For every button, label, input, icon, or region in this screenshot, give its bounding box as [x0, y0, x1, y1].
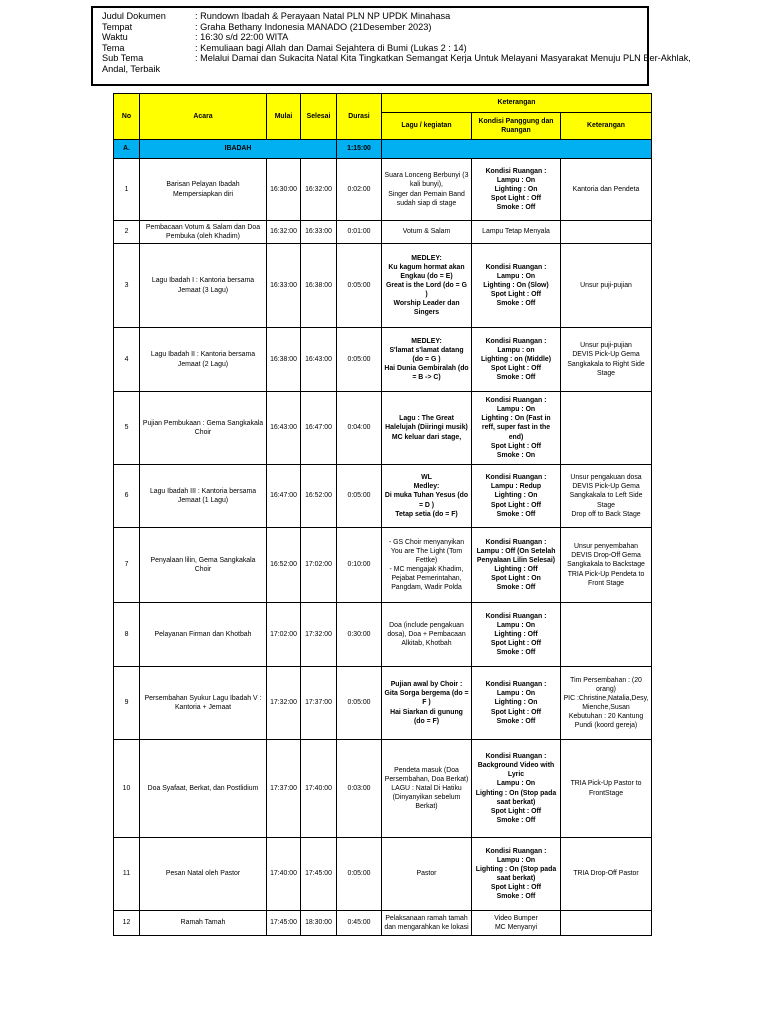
row-lagu: MEDLEY: Ku kagum hormat akan Engkau (do = E) Great is the Lord (do = G ) Worship Leader dan Singers: [382, 244, 472, 328]
row-kondisi: Kondisi Ruangan : Lampu : On Lighting : On (Stop pada saat berkat) Spot Light : Off Smoke : Off: [472, 838, 561, 911]
row-selesai: 17:45:00: [301, 838, 337, 911]
row-durasi: 0:02:00: [337, 159, 382, 221]
row-keterangan: Unsur puji-pujian DEVIS Pick-Up Gema Sangkakala to Right Side Stage: [561, 328, 652, 392]
row-mulai: 17:40:00: [267, 838, 301, 911]
row-lagu: Votum & Salam: [382, 221, 472, 244]
row-kondisi: Lampu Tetap Menyala: [472, 221, 561, 244]
col-header-no: No: [114, 94, 140, 140]
row-kondisi: Kondisi Ruangan : Background Video with Lyric Lampu : On Lighting : On (Stop pada saat berkat) Spot Light : Off Smoke : Off: [472, 740, 561, 838]
row-no: 3: [114, 244, 140, 328]
row-keterangan: Kantoria dan Pendeta: [561, 159, 652, 221]
row-kondisi: Kondisi Ruangan : Lampu : On Lighting : On Spot Light : Off Smoke : Off: [472, 159, 561, 221]
table-row: [114, 465, 652, 528]
header-field-waktu: Waktu : 16:30 s/d 22:00 WITA: [102, 32, 289, 43]
row-selesai: 17:40:00: [301, 740, 337, 838]
section-blank: [382, 140, 652, 159]
row-acara: Pelayanan Firman dan Khotbah: [140, 603, 267, 667]
table-row: [114, 244, 652, 328]
row-acara: Lagu Ibadah II : Kantoria bersama Jemaat (2 Lagu): [140, 328, 267, 392]
row-mulai: 16:52:00: [267, 528, 301, 603]
row-acara: Pesan Natal oleh Pastor: [140, 838, 267, 911]
row-selesai: 17:37:00: [301, 667, 337, 740]
row-lagu: Doa (include pengakuan dosa), Doa + Pembacaan Alkitab, Khotbah: [382, 603, 472, 667]
table-row: [114, 603, 652, 667]
row-selesai: 16:43:00: [301, 328, 337, 392]
row-durasi: 0:45:00: [337, 911, 382, 936]
row-no: 8: [114, 603, 140, 667]
row-durasi: 0:30:00: [337, 603, 382, 667]
row-kondisi: Video Bumper MC Menyanyi: [472, 911, 561, 936]
row-acara: Persembahan Syukur Lagu Ibadah V : Kantoria + Jemaat: [140, 667, 267, 740]
table-row: [114, 221, 652, 244]
header-field-tempat: Tempat : Graha Bethany Indonesia MANADO (21Desember 2023): [102, 21, 432, 32]
row-lagu: - GS Choir menyanyikan You are The Light (Tom Fettke) - MC mengajak Khadim, Pejabat Pemerintahan, Pangdam, Wadir Polda: [382, 528, 472, 603]
row-kondisi: Kondisi Ruangan : Lampu : Off (On Setelah Penyalaan Lilin Selesai) Lighting : Off Spot Light : On Smoke : Off: [472, 528, 561, 603]
row-durasi: 0:05:00: [337, 667, 382, 740]
row-durasi: 0:01:00: [337, 221, 382, 244]
row-no: 9: [114, 667, 140, 740]
row-keterangan: [561, 911, 652, 936]
row-mulai: 16:30:00: [267, 159, 301, 221]
row-lagu: Suara Lonceng Berbunyi (3 kali bunyi), Singer dan Pemain Band sudah siap di stage: [382, 159, 472, 221]
row-mulai: 16:43:00: [267, 392, 301, 465]
row-lagu: Pastor: [382, 838, 472, 911]
row-lagu: Pujian awal by Choir : Gita Sorga bergema (do = F ) Hai Siarkan di gunung (do = F): [382, 667, 472, 740]
table-row: [114, 667, 652, 740]
row-no: 2: [114, 221, 140, 244]
col-header-keterangan: Keterangan: [561, 113, 652, 140]
row-durasi: 0:04:00: [337, 392, 382, 465]
row-keterangan: Unsur pengakuan dosa DEVIS Pick-Up Gema Sangkakala to Left Side Stage Drop off to Back Stage: [561, 465, 652, 528]
row-kondisi: Kondisi Ruangan : Lampu : Redup Lighting : On Spot Light : Off Smoke : Off: [472, 465, 561, 528]
row-lagu: Pendeta masuk (Doa Persembahan, Doa Berkat) LAGU : Natal Di Hatiku (Dinyanyikan sebelum Berkat): [382, 740, 472, 838]
row-acara: Lagu Ibadah I : Kantoria bersama Jemaat (3 Lagu): [140, 244, 267, 328]
col-header-mulai: Mulai: [267, 94, 301, 140]
row-keterangan: [561, 603, 652, 667]
row-no: 4: [114, 328, 140, 392]
row-selesai: 16:33:00: [301, 221, 337, 244]
table-row: [114, 159, 652, 221]
row-kondisi: Kondisi Ruangan : Lampu : On Lighting : On (Slow) Spot Light : Off Smoke : Off: [472, 244, 561, 328]
row-durasi: 0:10:00: [337, 528, 382, 603]
row-kondisi: Kondisi Ruangan : Lampu : On Lighting : On (Fast in reff, super fast in the end) Spot Light : Off Smoke : On: [472, 392, 561, 465]
col-header-selesai: Selesai: [301, 94, 337, 140]
row-acara: Pembacaan Votum & Salam dan Doa Pembuka (oleh Khadim): [140, 221, 267, 244]
row-kondisi: Kondisi Ruangan : Lampu : On Lighting : Off Spot Light : Off Smoke : Off: [472, 603, 561, 667]
col-header-keterangan-group: Keterangan: [382, 94, 652, 113]
document-header: [91, 6, 691, 86]
row-keterangan: TRIA Drop-Off Pastor: [561, 838, 652, 911]
row-keterangan: TRIA Pick-Up Pastor to FrontStage: [561, 740, 652, 838]
row-mulai: 17:02:00: [267, 603, 301, 667]
rundown-table: [113, 93, 652, 936]
row-acara: Pujian Pembukaan : Gema Sangkakala Choir: [140, 392, 267, 465]
row-durasi: 0:05:00: [337, 838, 382, 911]
row-no: 11: [114, 838, 140, 911]
row-mulai: 17:32:00: [267, 667, 301, 740]
header-field-subtema: Sub Tema : Melalui Damai dan Sukacita Natal Kita Tingkatkan Semangat Kerja Untuk Melayani Masyarakat Menuju PLN Ber-Akhlak,: [102, 53, 691, 64]
row-selesai: 16:38:00: [301, 244, 337, 328]
row-acara: Doa Syafaat, Berkat, dan Postlidium: [140, 740, 267, 838]
table-header-row: [114, 94, 652, 113]
row-mulai: 17:45:00: [267, 911, 301, 936]
row-no: 6: [114, 465, 140, 528]
row-selesai: 17:02:00: [301, 528, 337, 603]
header-subtema-continuation: Andal, Terbaik: [102, 64, 161, 74]
row-selesai: 16:32:00: [301, 159, 337, 221]
row-keterangan: Tim Persembahan : (20 orang) PIC :Christine,Natalia,Desy, Mienche,Susan Kebutuhan : 20 Kantung Pundi (koord gereja): [561, 667, 652, 740]
row-lagu: WL Medley: Di muka Tuhan Yesus (do = D ) Tetap setia (do = F): [382, 465, 472, 528]
col-header-lagu: Lagu / kegiatan: [382, 113, 472, 140]
table-row: [114, 328, 652, 392]
row-keterangan: Unsur puji-pujian: [561, 244, 652, 328]
row-lagu: Lagu : The Great Halelujah (Diiringi musik) MC keluar dari stage,: [382, 392, 472, 465]
table-row: [114, 392, 652, 465]
row-no: 10: [114, 740, 140, 838]
col-header-kondisi: Kondisi Panggung dan Ruangan: [472, 113, 561, 140]
row-no: 5: [114, 392, 140, 465]
row-mulai: 16:32:00: [267, 221, 301, 244]
row-acara: Ramah Tamah: [140, 911, 267, 936]
row-mulai: 17:37:00: [267, 740, 301, 838]
row-kondisi: Kondisi Ruangan : Lampu : On Lighting : On Spot Light : Off Smoke : Off: [472, 667, 561, 740]
row-lagu: MEDLEY: S'lamat s'lamat datang (do = G ) Hai Dunia Gembiralah (do = B -> C): [382, 328, 472, 392]
table-row: [114, 838, 652, 911]
row-mulai: 16:47:00: [267, 465, 301, 528]
row-keterangan: [561, 392, 652, 465]
row-lagu: Pelaksanaan ramah tamah dan mengarahkan ke lokasi: [382, 911, 472, 936]
row-no: 1: [114, 159, 140, 221]
row-durasi: 0:05:00: [337, 465, 382, 528]
row-no: 12: [114, 911, 140, 936]
section-code: A.: [114, 140, 140, 159]
section-name: IBADAH: [140, 140, 337, 159]
col-header-durasi: Durasi: [337, 94, 382, 140]
row-acara: Penyalaan lilin, Gema Sangkakala Choir: [140, 528, 267, 603]
row-durasi: 0:03:00: [337, 740, 382, 838]
row-selesai: 16:52:00: [301, 465, 337, 528]
header-field-tema: Tema : Kemuliaan bagi Allah dan Damai Sejahtera di Bumi (Lukas 2 : 14): [102, 42, 467, 53]
row-no: 7: [114, 528, 140, 603]
row-selesai: 16:47:00: [301, 392, 337, 465]
row-mulai: 16:33:00: [267, 244, 301, 328]
table-row: [114, 740, 652, 838]
row-acara: Barisan Pelayan Ibadah Mempersiapkan diri: [140, 159, 267, 221]
row-keterangan: [561, 221, 652, 244]
table-row: [114, 528, 652, 603]
row-durasi: 0:05:00: [337, 244, 382, 328]
row-selesai: 18:30:00: [301, 911, 337, 936]
col-header-acara: Acara: [140, 94, 267, 140]
row-keterangan: Unsur penyembahan DEVIS Drop-Off Gema Sangkakala to Backstage TRIA Pick-Up Pendeta to Front Stage: [561, 528, 652, 603]
header-field-judul: Judul Dokumen : Rundown Ibadah & Perayaan Natal PLN NP UPDK Minahasa: [102, 11, 451, 21]
row-durasi: 0:05:00: [337, 328, 382, 392]
row-kondisi: Kondisi Ruangan : Lampu : on Lighting : on (Middle) Spot Light : Off Smoke : Off: [472, 328, 561, 392]
table-row: [114, 911, 652, 936]
row-mulai: 16:38:00: [267, 328, 301, 392]
row-selesai: 17:32:00: [301, 603, 337, 667]
row-acara: Lagu Ibadah III : Kantoria bersama Jemaat (1 Lagu): [140, 465, 267, 528]
section-row: [114, 140, 652, 159]
section-durasi: 1:15:00: [337, 140, 382, 159]
